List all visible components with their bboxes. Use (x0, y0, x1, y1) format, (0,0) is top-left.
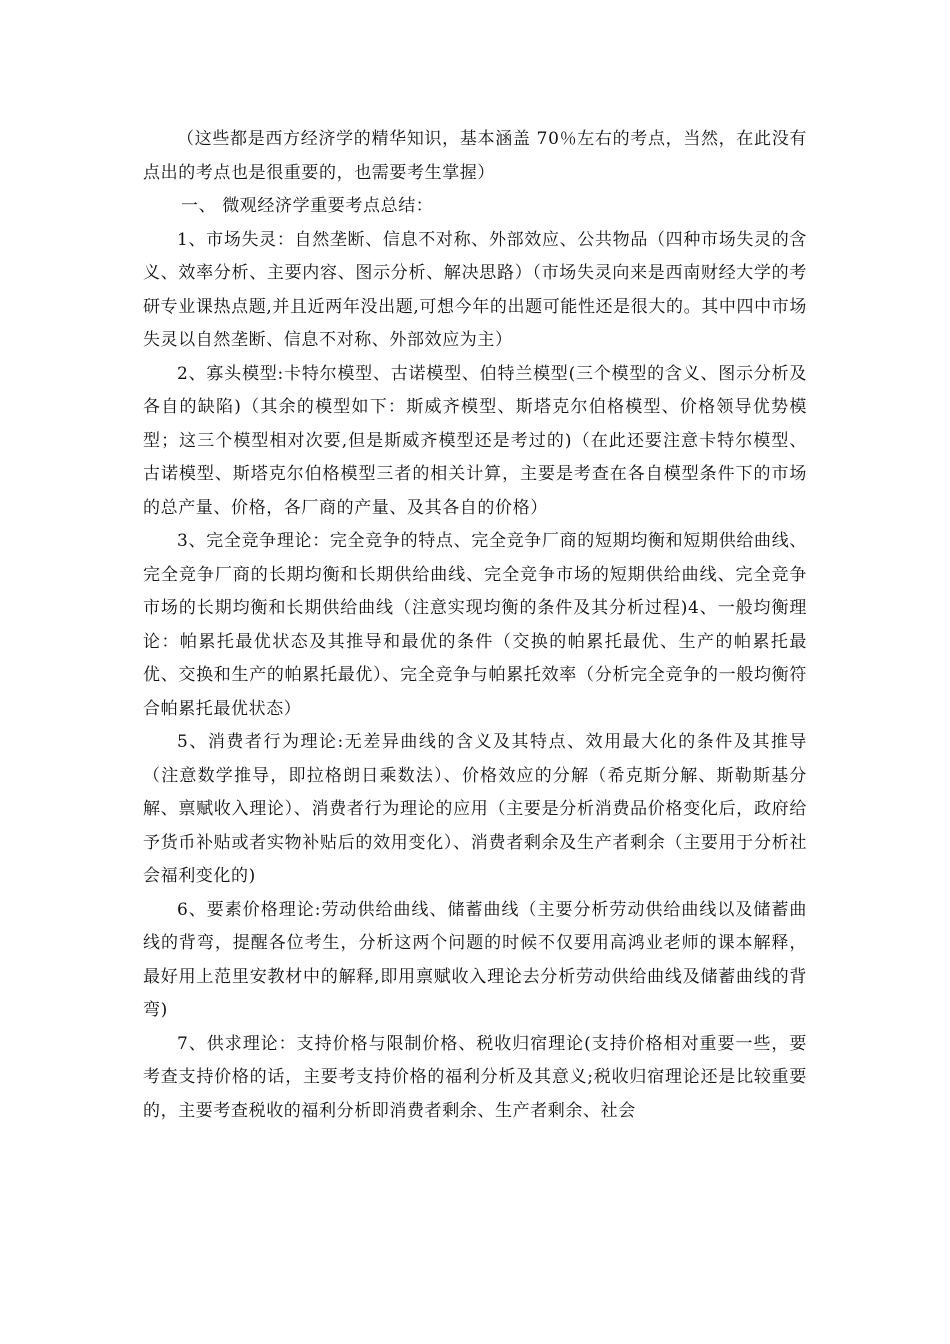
paragraph-supply-demand: 7、供求理论：支持价格与限制价格、税收归宿理论(支持价格相对重要一些，要考查支持价格的话，主要考支持价格的福利分析及其意义;税收归宿理论还是比较重要的，主要考查税收的福利分析即消费者剩余、生产者剩余、社会 (143, 1033, 807, 1121)
paragraph-oligopoly-models: 2、寡头模型:卡特尔模型、古诺模型、伯特兰模型(三个模型的含义、图示分析及各自的缺陷)（其余的模型如下：斯威齐模型、斯塔克尔伯格模型、价格领导优势模型；这三个模型相对次要,但是斯威齐模型还是考过的)（在此还要注意卡特尔模型、古诺模型、斯塔克尔伯格模型三者的相关计算，主要是考查在各自模型条件下的市场的总产量、价格，各厂商的产量、及其各自的价格） (143, 363, 807, 518)
paragraph-perfect-competition: 3、完全竞争理论：完全竞争的特点、完全竞争厂商的短期均衡和短期供给曲线、完全竞争厂商的长期均衡和长期供给曲线、完全竞争市场的短期供给曲线、完全竞争市场的长期均衡和长期供给曲线（注意实现均衡的条件及其分析过程)4、一般均衡理论：帕累托最优状态及其推导和最优的条件（交换的帕累托最优、生产的帕累托最优、交换和生产的帕累托最优）、完全竞争与帕累托效率（分析完全竞争的一般均衡符合帕累托最优状态） (143, 531, 807, 719)
intro-paragraph: （这些都是西方经济学的精华知识，基本涵盖 70％左右的考点，当然，在此没有点出的考点也是很重要的，也需要考生掌握） (143, 129, 807, 183)
section-heading: 一、 微观经济学重要考点总结： (181, 196, 434, 216)
document-page (143, 123, 807, 1128)
paragraph-factor-price: 6、要素价格理论:劳动供给曲线、储蓄曲线（主要分析劳动供给曲线以及储蓄曲线的背弯，提醒各位考生，分析这两个问题的时候不仅要用高鸿业老师的课本解释，最好用上范里安教材中的解释,即用禀赋收入理论去分析劳动供给曲线及储蓄曲线的背弯) (143, 899, 807, 1020)
paragraph-consumer-behavior: 5、消费者行为理论:无差异曲线的含义及其特点、效用最大化的条件及其推导（注意数学推导，即拉格朗日乘数法）、价格效应的分解（希克斯分解、斯勒斯基分解、禀赋收入理论）、消费者行为理论的应用（主要是分析消费品价格变化后，政府给予货币补贴或者实物补贴后的效用变化）、消费者剩余及生产者剩余（主要用于分析社会福利变化的) (143, 732, 807, 886)
paragraph-market-failure: 1、市场失灵：自然垄断、信息不对称、外部效应、公共物品（四种市场失灵的含义、效率分析、主要内容、图示分析、解决思路）（市场失灵向来是西南财经大学的考研专业课热点题,并且近两年没出题,可想今年的出题可能性还是很大的。其中四中市场失灵以自然垄断、信息不对称、外部效应为主） (143, 229, 807, 350)
